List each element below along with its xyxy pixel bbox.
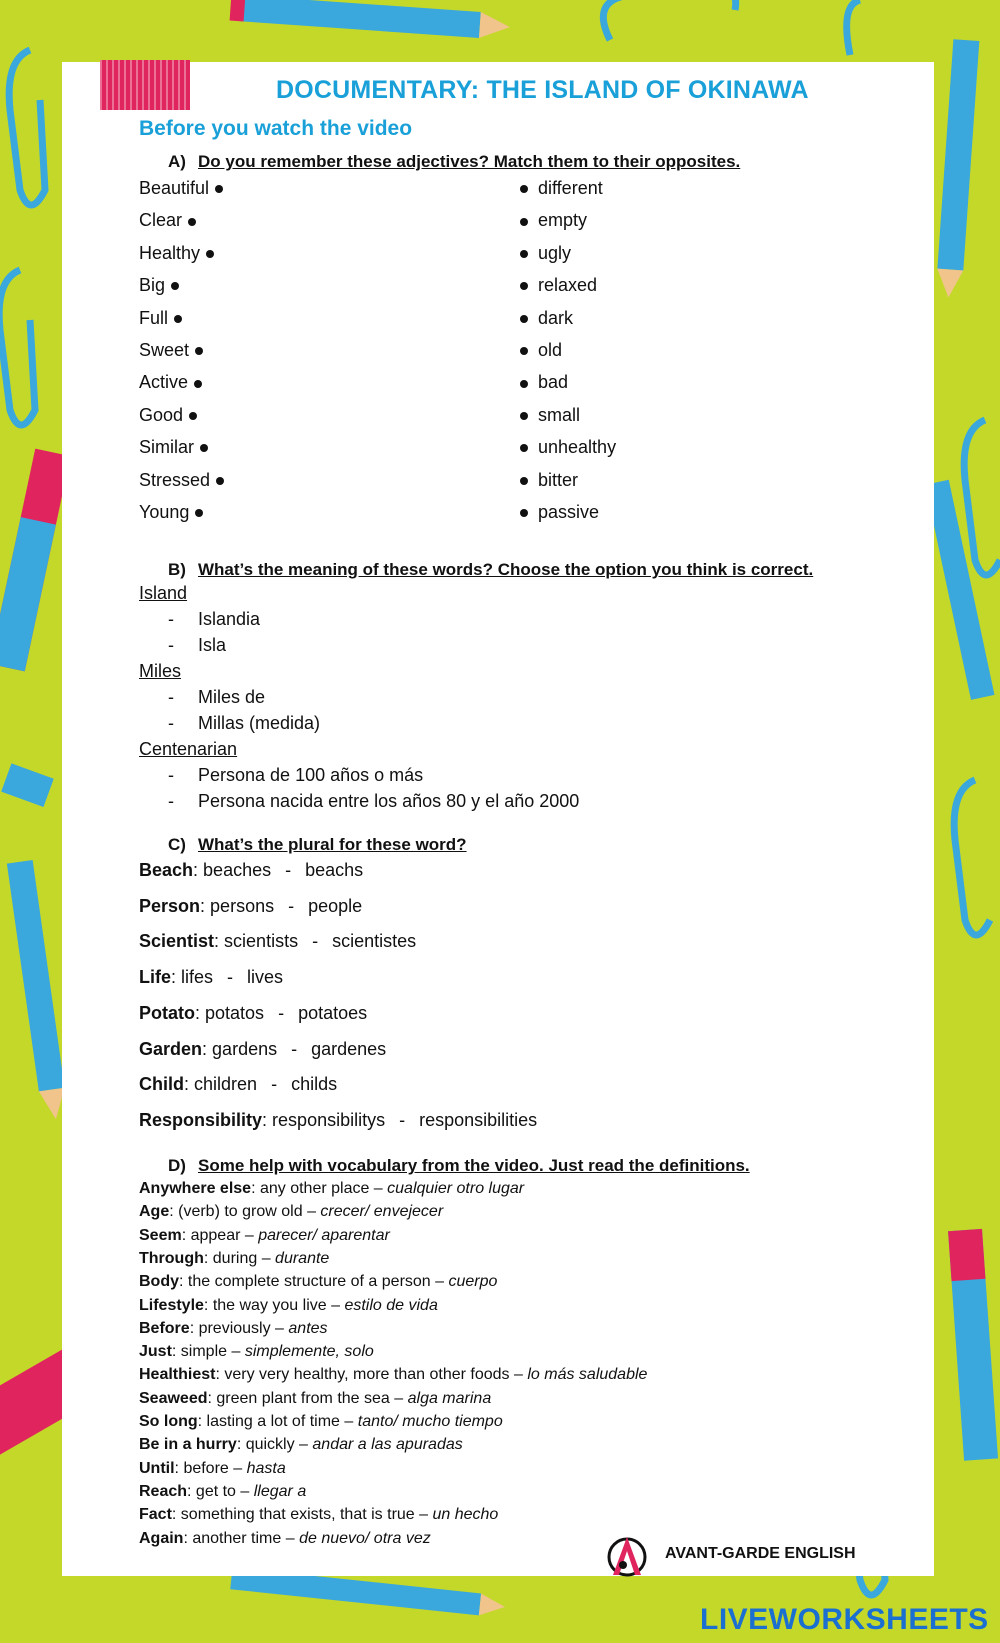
meaning-option: [168, 791, 579, 812]
option-text: Millas (medida): [198, 713, 321, 733]
adjective-left-item: [139, 372, 202, 393]
adjective-left-item: [139, 243, 214, 264]
definition-term: Fact: [139, 1506, 172, 1524]
adjective-word: Young: [139, 502, 190, 522]
option-text: Persona de 100 años o más: [198, 765, 424, 785]
section-b-question: What’s the meaning of these words? Choose the option you think is correct.: [198, 560, 814, 579]
match-dot: [520, 509, 528, 517]
definition-term: Reach: [139, 1482, 188, 1500]
adjective-right-item: [520, 308, 573, 329]
adjective-word: Good: [139, 404, 184, 425]
definition-item: So long: lasting a lot of time – tanto/ mucho tiempo: [139, 1413, 503, 1430]
definition-term: Age: [139, 1203, 170, 1221]
definition-item: Again: another time – de nuevo/ otra vez: [139, 1529, 431, 1547]
plural-option-b: responsibilities: [419, 1109, 538, 1130]
match-dot: [520, 380, 528, 388]
definition-text: another time –: [192, 1529, 295, 1547]
definition-text: quickly –: [245, 1436, 308, 1454]
section-a-heading: [168, 152, 740, 172]
definition-text: the complete structure of a person –: [187, 1273, 445, 1291]
option-text: Miles de: [198, 687, 266, 707]
definition-item: Through: during – durante: [139, 1249, 330, 1267]
definition-text: something that exists, that is true –: [180, 1506, 429, 1524]
definition-term: Seaweed: [139, 1389, 208, 1407]
option-text: Persona nacida entre los años 80 y el año 2000: [198, 791, 580, 811]
section-b-label: B): [168, 560, 186, 579]
option-dash: -: [168, 635, 174, 655]
match-dot: [216, 477, 224, 485]
binder-clip: [100, 60, 190, 110]
adjective-opposite: different: [538, 178, 603, 198]
definition-item: Before: previously – antes: [139, 1319, 328, 1337]
definition-translation: antes: [288, 1319, 328, 1337]
plural-separator: -: [285, 860, 292, 880]
definition-translation: parecer/ aparentar: [258, 1226, 390, 1244]
definition-item: Body: the complete structure of a person – cuerpo: [139, 1273, 498, 1291]
plural-word: Child: [139, 1074, 184, 1095]
adjective-word: Big: [139, 275, 166, 296]
adjective-right-item: [520, 275, 597, 296]
definition-term: Before: [139, 1319, 190, 1337]
adjective-opposite: bitter: [538, 469, 579, 490]
definition-item: Healthiest: very very healthy, more than other foods – lo más saludable: [139, 1366, 648, 1384]
section-d-heading: [168, 1156, 750, 1176]
meaning-option: [168, 765, 423, 786]
adjective-opposite: dark: [538, 307, 574, 328]
match-dot: [194, 380, 202, 388]
match-dot: [520, 282, 528, 290]
definition-translation: lo más saludable: [527, 1366, 648, 1384]
match-dot: [520, 250, 528, 258]
plural-word: Responsibility: [139, 1109, 263, 1130]
plural-item: Potato: potatos - potatoes: [139, 1002, 368, 1023]
definition-translation: llegar a: [253, 1482, 307, 1500]
plural-item: Child: children - childs: [139, 1074, 338, 1095]
definition-item: Be in a hurry: quickly – andar a las apuradas: [139, 1436, 463, 1454]
definition-translation: simplemente, solo: [244, 1343, 374, 1361]
adjective-left-item: [139, 340, 203, 361]
definition-term: Body: [139, 1273, 179, 1291]
option-dash: -: [168, 765, 174, 785]
plural-option-b: lives: [247, 967, 284, 988]
plural-option-a: persons: [210, 895, 275, 916]
adjective-left-item: [139, 470, 224, 491]
definition-text: lasting a lot of time –: [206, 1413, 354, 1430]
definition-text: simple –: [180, 1343, 241, 1361]
definition-translation: crecer/ envejecer: [320, 1203, 444, 1221]
match-dot: [520, 477, 528, 485]
option-text: Islandia: [198, 609, 261, 629]
plural-item: Responsibility: responsibilitys - responsibilities: [139, 1109, 538, 1130]
section-d-question: Some help with vocabulary from the video. Just read the definitions.: [198, 1156, 750, 1175]
plural-option-a: responsibilitys: [272, 1109, 386, 1130]
adjective-right-item: [520, 210, 587, 231]
adjective-opposite: bad: [538, 372, 569, 393]
section-a-question: Do you remember these adjectives? Match them to their opposites.: [198, 152, 741, 171]
definition-translation: andar a las apuradas: [312, 1436, 463, 1454]
match-dot: [189, 412, 197, 420]
option-text: Isla: [198, 635, 227, 655]
plural-separator: -: [227, 967, 234, 988]
section-c-heading: [168, 835, 467, 855]
plural-option-b: people: [308, 895, 363, 916]
definition-translation: cualquier otro lugar: [387, 1180, 525, 1197]
meaning-option: [168, 635, 226, 656]
section-b-heading: [168, 560, 813, 580]
adjective-word: Full: [139, 307, 169, 328]
adjective-word: Clear: [139, 210, 183, 231]
plural-separator: -: [291, 1038, 298, 1059]
adjective-opposite: relaxed: [538, 275, 598, 296]
adjective-left-item: [139, 275, 179, 296]
plural-separator: -: [271, 1074, 278, 1095]
option-dash: -: [168, 791, 174, 811]
adjective-opposite: small: [538, 404, 581, 425]
page-title: DOCUMENTARY: THE ISLAND OF OKINAWA: [276, 76, 809, 104]
adjective-opposite: unhealthy: [538, 437, 617, 458]
plural-word: Beach: [139, 860, 194, 880]
adjective-opposite: ugly: [538, 242, 572, 263]
adjective-right-item: [520, 502, 599, 523]
plural-option-a: scientists: [224, 931, 299, 952]
section-d-label: D): [168, 1156, 186, 1175]
definition-term: Through: [139, 1249, 204, 1267]
plural-option-a: gardens: [212, 1038, 278, 1059]
vocab-word: Miles: [139, 661, 182, 681]
match-dot: [520, 444, 528, 452]
adjective-right-item: [520, 340, 562, 361]
liveworksheets-watermark: LIVEWORKSHEETS: [700, 1603, 989, 1636]
definition-text: appear –: [190, 1226, 254, 1244]
plural-option-b: gardenes: [311, 1038, 387, 1059]
definition-translation: alga marina: [407, 1389, 492, 1407]
definition-term: Just: [139, 1343, 172, 1361]
adjective-left-item: [139, 178, 223, 199]
definition-text: get to –: [195, 1482, 250, 1500]
match-dot: [520, 185, 528, 193]
definition-translation: un hecho: [432, 1506, 499, 1524]
definition-translation: tanto/ mucho tiempo: [357, 1413, 503, 1430]
plural-word: Potato: [139, 1002, 195, 1023]
definition-term: Seem: [139, 1226, 182, 1244]
definition-text: before –: [183, 1459, 243, 1477]
plural-word: Person: [139, 895, 201, 916]
definition-text: previously –: [198, 1319, 284, 1337]
adjective-left-item: [139, 210, 196, 231]
definition-text: during –: [212, 1249, 271, 1267]
vocab-word: Centenarian: [139, 739, 238, 759]
plural-option-b: childs: [291, 1074, 338, 1095]
subtitle: Before you watch the video: [139, 117, 413, 140]
definition-item: Fact: something that exists, that is true – un hecho: [139, 1506, 499, 1524]
adjective-right-item: [520, 437, 616, 458]
match-dot: [171, 282, 179, 290]
definition-term: Anywhere else: [139, 1180, 252, 1197]
definition-text: green plant from the sea –: [216, 1389, 404, 1407]
plural-word: Garden: [139, 1038, 203, 1059]
option-dash: -: [168, 713, 174, 733]
option-dash: -: [168, 609, 174, 629]
match-dot: [206, 250, 214, 258]
meaning-option: [168, 687, 265, 708]
match-dot: [200, 444, 208, 452]
definition-text: any other place –: [259, 1180, 383, 1197]
match-dot: [520, 218, 528, 226]
section-a-label: A): [168, 152, 186, 171]
adjective-right-item: [520, 372, 568, 393]
plural-option-a: potatos: [205, 1002, 265, 1023]
match-dot: [195, 347, 203, 355]
definition-item: Lifestyle: the way you live – estilo de vida: [139, 1296, 438, 1314]
definition-translation: hasta: [246, 1459, 286, 1477]
adjective-left-item: [139, 405, 197, 426]
adjective-left-item: [139, 437, 208, 458]
definition-item: Seaweed: green plant from the sea – alga marina: [139, 1389, 492, 1407]
adjective-word: Sweet: [139, 340, 190, 360]
match-dot: [188, 218, 196, 226]
definition-term: Again: [139, 1529, 184, 1547]
plural-separator: -: [278, 1002, 285, 1023]
meaning-option: [168, 609, 260, 630]
definition-item: Reach: get to – llegar a: [139, 1482, 307, 1500]
match-dot: [174, 315, 182, 323]
definition-term: Be in a hurry: [139, 1436, 237, 1454]
match-dot: [195, 509, 203, 517]
plural-word: Life: [139, 967, 172, 988]
adjective-right-item: [520, 178, 603, 199]
definition-term: Healthiest: [139, 1366, 216, 1384]
adjective-right-item: [520, 470, 578, 491]
plural-option-a: children: [194, 1074, 258, 1095]
definition-item: Anywhere else: any other place – cualquier otro lugar: [139, 1180, 525, 1197]
section-c-question: What’s the plural for these word?: [198, 835, 467, 854]
definition-item: Just: simple – simplemente, solo: [139, 1343, 374, 1361]
match-dot: [215, 185, 223, 193]
adjective-word: Active: [139, 372, 189, 393]
plural-option-b: potatoes: [298, 1002, 368, 1023]
plural-item: Garden: gardens - gardenes: [139, 1038, 387, 1059]
plural-word: Scientist: [139, 931, 215, 952]
plural-item: Person: persons - people: [139, 895, 363, 916]
adjective-left-item: [139, 308, 182, 329]
adjective-left-item: [139, 502, 203, 523]
vocab-word: Island: [139, 583, 188, 603]
definition-translation: cuerpo: [448, 1273, 498, 1291]
plural-option-b: beachs: [305, 860, 364, 880]
section-c-label: C): [168, 835, 186, 854]
adjective-word: Healthy: [139, 242, 201, 263]
definition-text: (verb) to grow old –: [178, 1203, 316, 1221]
adjective-opposite: passive: [538, 502, 600, 522]
definition-item: Until: before – hasta: [139, 1459, 286, 1477]
adjective-opposite: old: [538, 340, 563, 360]
plural-separator: -: [399, 1109, 406, 1130]
plural-option-b: scientistes: [332, 931, 417, 952]
definition-translation: de nuevo/ otra vez: [299, 1529, 431, 1547]
definition-text: very very healthy, more than other foods –: [224, 1366, 523, 1384]
plural-separator: -: [312, 931, 319, 952]
meaning-option: [168, 713, 320, 734]
adjective-opposite: empty: [538, 210, 588, 231]
definition-translation: durante: [275, 1249, 330, 1267]
plural-option-a: lifes: [181, 967, 214, 988]
adjective-right-item: [520, 243, 571, 264]
definition-text: the way you live –: [212, 1296, 340, 1314]
definition-item: Age: (verb) to grow old – crecer/ envejecer: [139, 1203, 444, 1221]
adjective-word: Stressed: [139, 469, 211, 490]
plural-item: Beach: beaches - beachs: [139, 860, 364, 880]
plural-item: Life: lifes - lives: [139, 967, 284, 988]
adjective-word: Beautiful: [139, 178, 210, 198]
brand-name: AVANT-GARDE ENGLISH: [665, 1545, 856, 1562]
plural-option-a: beaches: [203, 860, 272, 880]
option-dash: -: [168, 687, 174, 707]
definition-term: So long: [139, 1413, 198, 1430]
definition-term: Lifestyle: [139, 1296, 204, 1314]
plural-item: Scientist: scientists - scientistes: [139, 931, 417, 952]
definition-item: Seem: appear – parecer/ aparentar: [139, 1226, 390, 1244]
adjective-word: Similar: [139, 437, 195, 458]
match-dot: [520, 315, 528, 323]
match-dot: [520, 412, 528, 420]
definition-translation: estilo de vida: [344, 1296, 438, 1314]
definition-term: Until: [139, 1459, 175, 1477]
match-dot: [520, 347, 528, 355]
plural-separator: -: [288, 895, 295, 916]
adjective-right-item: [520, 405, 580, 426]
